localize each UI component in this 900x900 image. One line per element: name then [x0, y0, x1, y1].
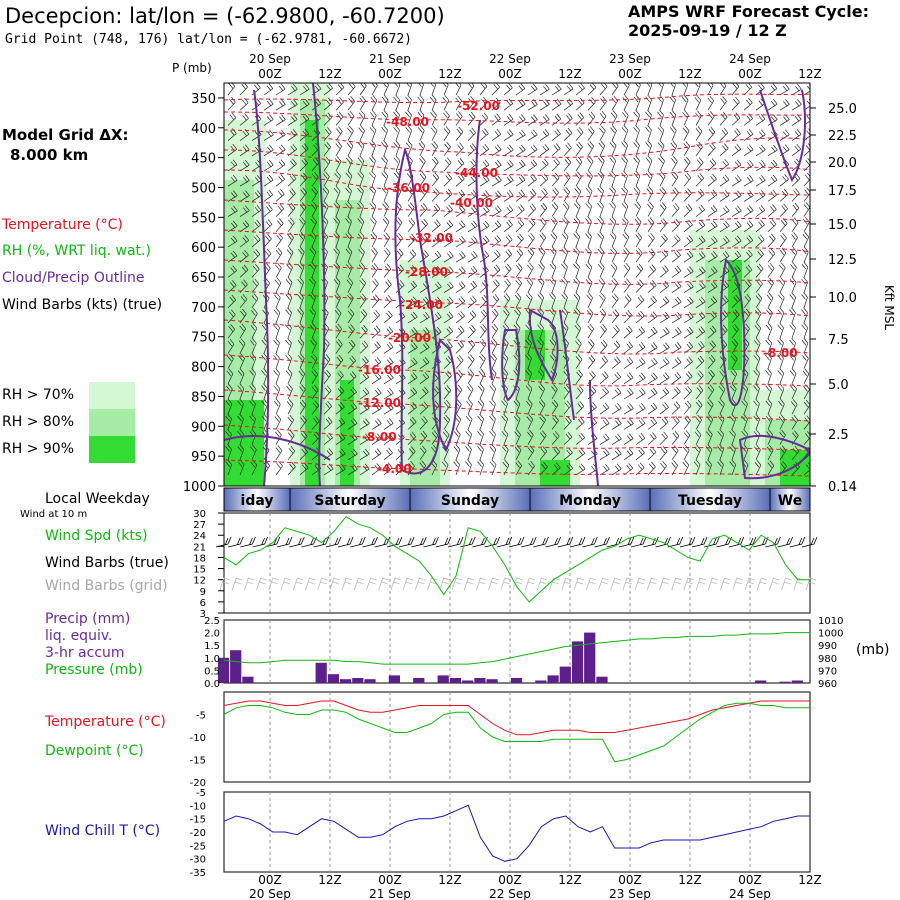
weekday-label: We	[777, 493, 803, 509]
wind-speed-tick: 12	[193, 575, 206, 587]
wind-speed-tick: 24	[193, 531, 206, 543]
legend-liq-equiv: liq. equiv.	[45, 628, 113, 644]
wind-speed-tick: 6	[199, 597, 206, 609]
bottom-date-label: 23 Sep	[609, 887, 651, 900]
kft-tick: 15.0	[828, 218, 857, 233]
wind-chill-tick: -15	[189, 814, 206, 826]
pressure-tick: 450	[191, 151, 216, 167]
wind-chill-tick: -10	[189, 801, 206, 813]
kft-tick: 17.5	[828, 184, 857, 199]
wind-speed-tick: 27	[193, 520, 206, 532]
bottom-date-label: 21 Sep	[369, 887, 411, 900]
precip-tick: 0.0	[204, 679, 220, 690]
legend-precip: Precip (mm)	[45, 611, 131, 627]
legend-pressure: Pressure (mb)	[45, 662, 143, 678]
top-hour-label: 12Z	[318, 67, 342, 81]
legend-wind-barbs-grid: Wind Barbs (grid)	[45, 578, 168, 594]
bottom-hour-label: 00Z	[498, 873, 522, 887]
temp-dewpoint-panel	[190, 692, 810, 789]
weekday-bar	[224, 488, 810, 511]
legend-rh90-label: RH > 90%	[2, 441, 75, 457]
top-hour-label: 12Z	[438, 67, 462, 81]
precip-bar	[560, 667, 571, 683]
wind-speed-tick: 18	[193, 553, 206, 565]
pressure-tick: 550	[191, 211, 216, 227]
precip-bar	[474, 678, 485, 683]
pressure-right-tick: 1000	[818, 628, 844, 640]
kft-tick: 25.0	[828, 102, 857, 117]
pressure-tick: 350	[191, 91, 216, 107]
temp-tick: -5	[196, 710, 206, 722]
pressure-axis	[183, 92, 224, 495]
legend-dewpoint: Dewpoint (°C)	[45, 743, 144, 759]
model-grid-value: 8.000 km	[10, 146, 89, 164]
temp-tick: -10	[189, 733, 206, 744]
weekday-label: iday	[240, 493, 274, 509]
pressure-tick: 700	[191, 300, 216, 316]
pressure-right-tick: 990	[818, 641, 838, 653]
precip-bar	[548, 675, 559, 683]
top-hour-label: 12Z	[798, 67, 822, 81]
top-date-label: 20 Sep	[249, 52, 291, 66]
temp-label-m12: -12.00	[358, 396, 401, 410]
bottom-hour-label: 12Z	[438, 873, 462, 887]
precip-bar	[438, 675, 449, 683]
top-hour-label: 00Z	[618, 67, 642, 81]
temp-label-m44: -44.00	[455, 166, 498, 180]
precip-bar	[462, 681, 473, 684]
top-date-label: 21 Sep	[369, 52, 411, 66]
precip-pressure-panel	[204, 616, 843, 690]
top-hour-label: 00Z	[378, 67, 402, 81]
precip-bar	[242, 677, 253, 683]
pressure-right-tick: 970	[818, 666, 838, 678]
top-axis	[172, 52, 822, 81]
precip-bar	[316, 663, 327, 683]
pressure-tick: 950	[191, 450, 216, 466]
top-hour-label: 00Z	[498, 67, 522, 81]
temp-label-m20: -20.00	[388, 331, 431, 345]
forecast-cycle-value: 2025-09-19 / 12 Z	[628, 21, 787, 40]
temp-label-m32: -32.00	[410, 231, 453, 245]
legend-3hr-accum: 3-hr accum	[45, 645, 125, 661]
pressure-right-tick: 980	[818, 653, 838, 665]
pressure-tick: 850	[191, 390, 216, 406]
temp-label-m8-right: -8.00	[763, 346, 798, 360]
weekday-label: Saturday	[314, 493, 386, 509]
kft-tick: 5.0	[828, 378, 849, 393]
wind-chill-tick: -20	[189, 828, 206, 839]
precip-bar	[340, 679, 351, 683]
pressure-tick: 800	[191, 360, 216, 376]
kft-tick: 2.5	[828, 428, 849, 443]
height-axis	[810, 102, 857, 495]
forecast-cycle-label: AMPS WRF Forecast Cycle:	[628, 2, 870, 21]
grid-point-info: Grid Point (748, 176) lat/lon = (-62.9781, -60.6672)	[5, 32, 412, 47]
precip-tick: 1.0	[204, 653, 220, 665]
wind-panel	[193, 509, 817, 620]
pressure-unit: (mb)	[856, 642, 890, 658]
pressure-tick: 900	[191, 420, 216, 436]
precip-bar	[328, 674, 339, 683]
precip-bar	[450, 678, 461, 683]
precip-bar	[230, 650, 241, 683]
kft-tick: 10.0	[828, 291, 857, 306]
bottom-date-label: 24 Sep	[729, 887, 771, 900]
temp-tick: -15	[189, 755, 206, 767]
wind-chill-tick: -35	[189, 868, 206, 879]
station-title: Decepcion: lat/lon = (-62.9800, -60.7200)	[5, 4, 445, 28]
precip-bar	[572, 641, 583, 683]
precip-bar	[535, 681, 546, 684]
weekday-label: Monday	[559, 493, 621, 509]
bottom-hour-label: 00Z	[378, 873, 402, 887]
top-hour-label: 00Z	[738, 67, 762, 81]
top-hour-label: 12Z	[678, 67, 702, 81]
legend-rh70-label: RH > 70%	[2, 387, 75, 403]
legend-cloud-outline: Cloud/Precip Outline	[2, 270, 145, 286]
weekday-label: Tuesday	[678, 493, 742, 509]
top-date-label: 24 Sep	[729, 52, 771, 66]
pressure-axis-title: P (mb)	[172, 61, 212, 75]
pressure-tick: 400	[191, 121, 216, 137]
temp-label-m24: -24.00	[400, 298, 443, 312]
bottom-hour-label: 12Z	[798, 873, 822, 887]
temp-label-m16: -16.00	[358, 363, 401, 377]
bottom-hour-label: 12Z	[318, 873, 342, 887]
temp-label-m28: -28.00	[405, 265, 448, 279]
precip-bar	[780, 682, 791, 683]
precip-tick: 2.0	[204, 628, 220, 640]
bottom-hour-label: 12Z	[678, 873, 702, 887]
local-weekday-label: Local Weekday	[45, 491, 150, 507]
legend-rh80-label: RH > 80%	[2, 414, 75, 430]
kft-tick: 7.5	[828, 333, 849, 348]
pressure-tick: 1000	[182, 480, 216, 495]
temp-label-m48: -48.00	[386, 115, 429, 129]
kft-tick: 20.0	[828, 156, 857, 171]
bottom-axis	[249, 873, 822, 900]
legend-wind-barbs-true: Wind Barbs (true)	[45, 555, 169, 571]
wind-speed-tick: 3	[199, 609, 206, 620]
precip-bar	[792, 681, 803, 684]
precip-bar	[511, 678, 522, 683]
wind-chill-tick: -25	[189, 841, 206, 853]
pressure-right-tick: 1010	[818, 616, 844, 627]
temp-tick: -20	[189, 778, 206, 789]
precip-bar	[487, 679, 498, 683]
wind-speed-tick: 30	[193, 509, 206, 520]
bottom-hour-label: 00Z	[738, 873, 762, 887]
precip-tick: 2.5	[204, 616, 220, 627]
bottom-date-label: 20 Sep	[249, 887, 291, 900]
kft-msl-label: Kft MSL	[882, 285, 896, 331]
temp-label-m8: -8.00	[362, 430, 397, 444]
wind-chill-tick: -5	[196, 788, 206, 799]
wind-chill-tick: -30	[189, 854, 206, 866]
precip-bar	[389, 675, 400, 683]
temp-label-m4: -4.00	[377, 462, 412, 476]
weekday-label: Sunday	[440, 493, 500, 509]
pressure-tick: 500	[191, 181, 216, 197]
bottom-hour-label: 00Z	[618, 873, 642, 887]
top-date-label: 23 Sep	[609, 52, 651, 66]
model-grid-label: Model Grid ΔX:	[2, 126, 129, 144]
precip-tick: 0.5	[204, 666, 220, 678]
temp-label-m40: -40.00	[450, 196, 493, 210]
precip-bar	[364, 679, 375, 683]
pressure-tick: 750	[191, 330, 216, 346]
legend-temp2: Temperature (°C)	[45, 714, 166, 730]
kft-tick: 12.5	[828, 253, 857, 268]
main-cross-section	[183, 80, 896, 495]
precip-bar	[596, 677, 607, 683]
precip-bar	[755, 681, 766, 684]
legend-rh: RH (%, WRT liq. wat.)	[2, 243, 151, 259]
pressure-tick: 650	[191, 271, 216, 287]
wind-chill-panel	[190, 788, 810, 879]
top-hour-label: 00Z	[258, 67, 282, 81]
wind-speed-tick: 21	[193, 542, 206, 554]
temp-label-m52: -52.00	[457, 99, 500, 113]
pressure-right-tick: 960	[818, 679, 838, 690]
bottom-hour-label: 00Z	[258, 873, 282, 887]
top-date-label: 22 Sep	[489, 52, 531, 66]
legend-wind-barbs: Wind Barbs (kts) (true)	[2, 297, 163, 313]
wind-10m-label: Wind at 10 m	[20, 509, 88, 520]
precip-bar	[352, 678, 363, 683]
legend-wind-speed: Wind Spd (kts)	[45, 528, 148, 544]
precip-bar	[413, 678, 424, 683]
legend-wind-chill: Wind Chill T (°C)	[45, 823, 161, 839]
wind-speed-tick: 15	[193, 564, 206, 576]
temp-label-m36: -36.00	[387, 181, 430, 195]
kft-tick: 0.14	[828, 480, 857, 495]
top-hour-label: 12Z	[558, 67, 582, 81]
bottom-hour-label: 12Z	[558, 873, 582, 887]
precip-bar	[584, 633, 595, 683]
kft-tick: 22.5	[828, 129, 857, 144]
pressure-tick: 600	[191, 241, 216, 257]
wind-speed-tick: 9	[199, 586, 206, 598]
bottom-date-label: 22 Sep	[489, 887, 531, 900]
precip-tick: 1.5	[204, 641, 220, 653]
legend-temperature: Temperature (°C)	[2, 217, 123, 233]
